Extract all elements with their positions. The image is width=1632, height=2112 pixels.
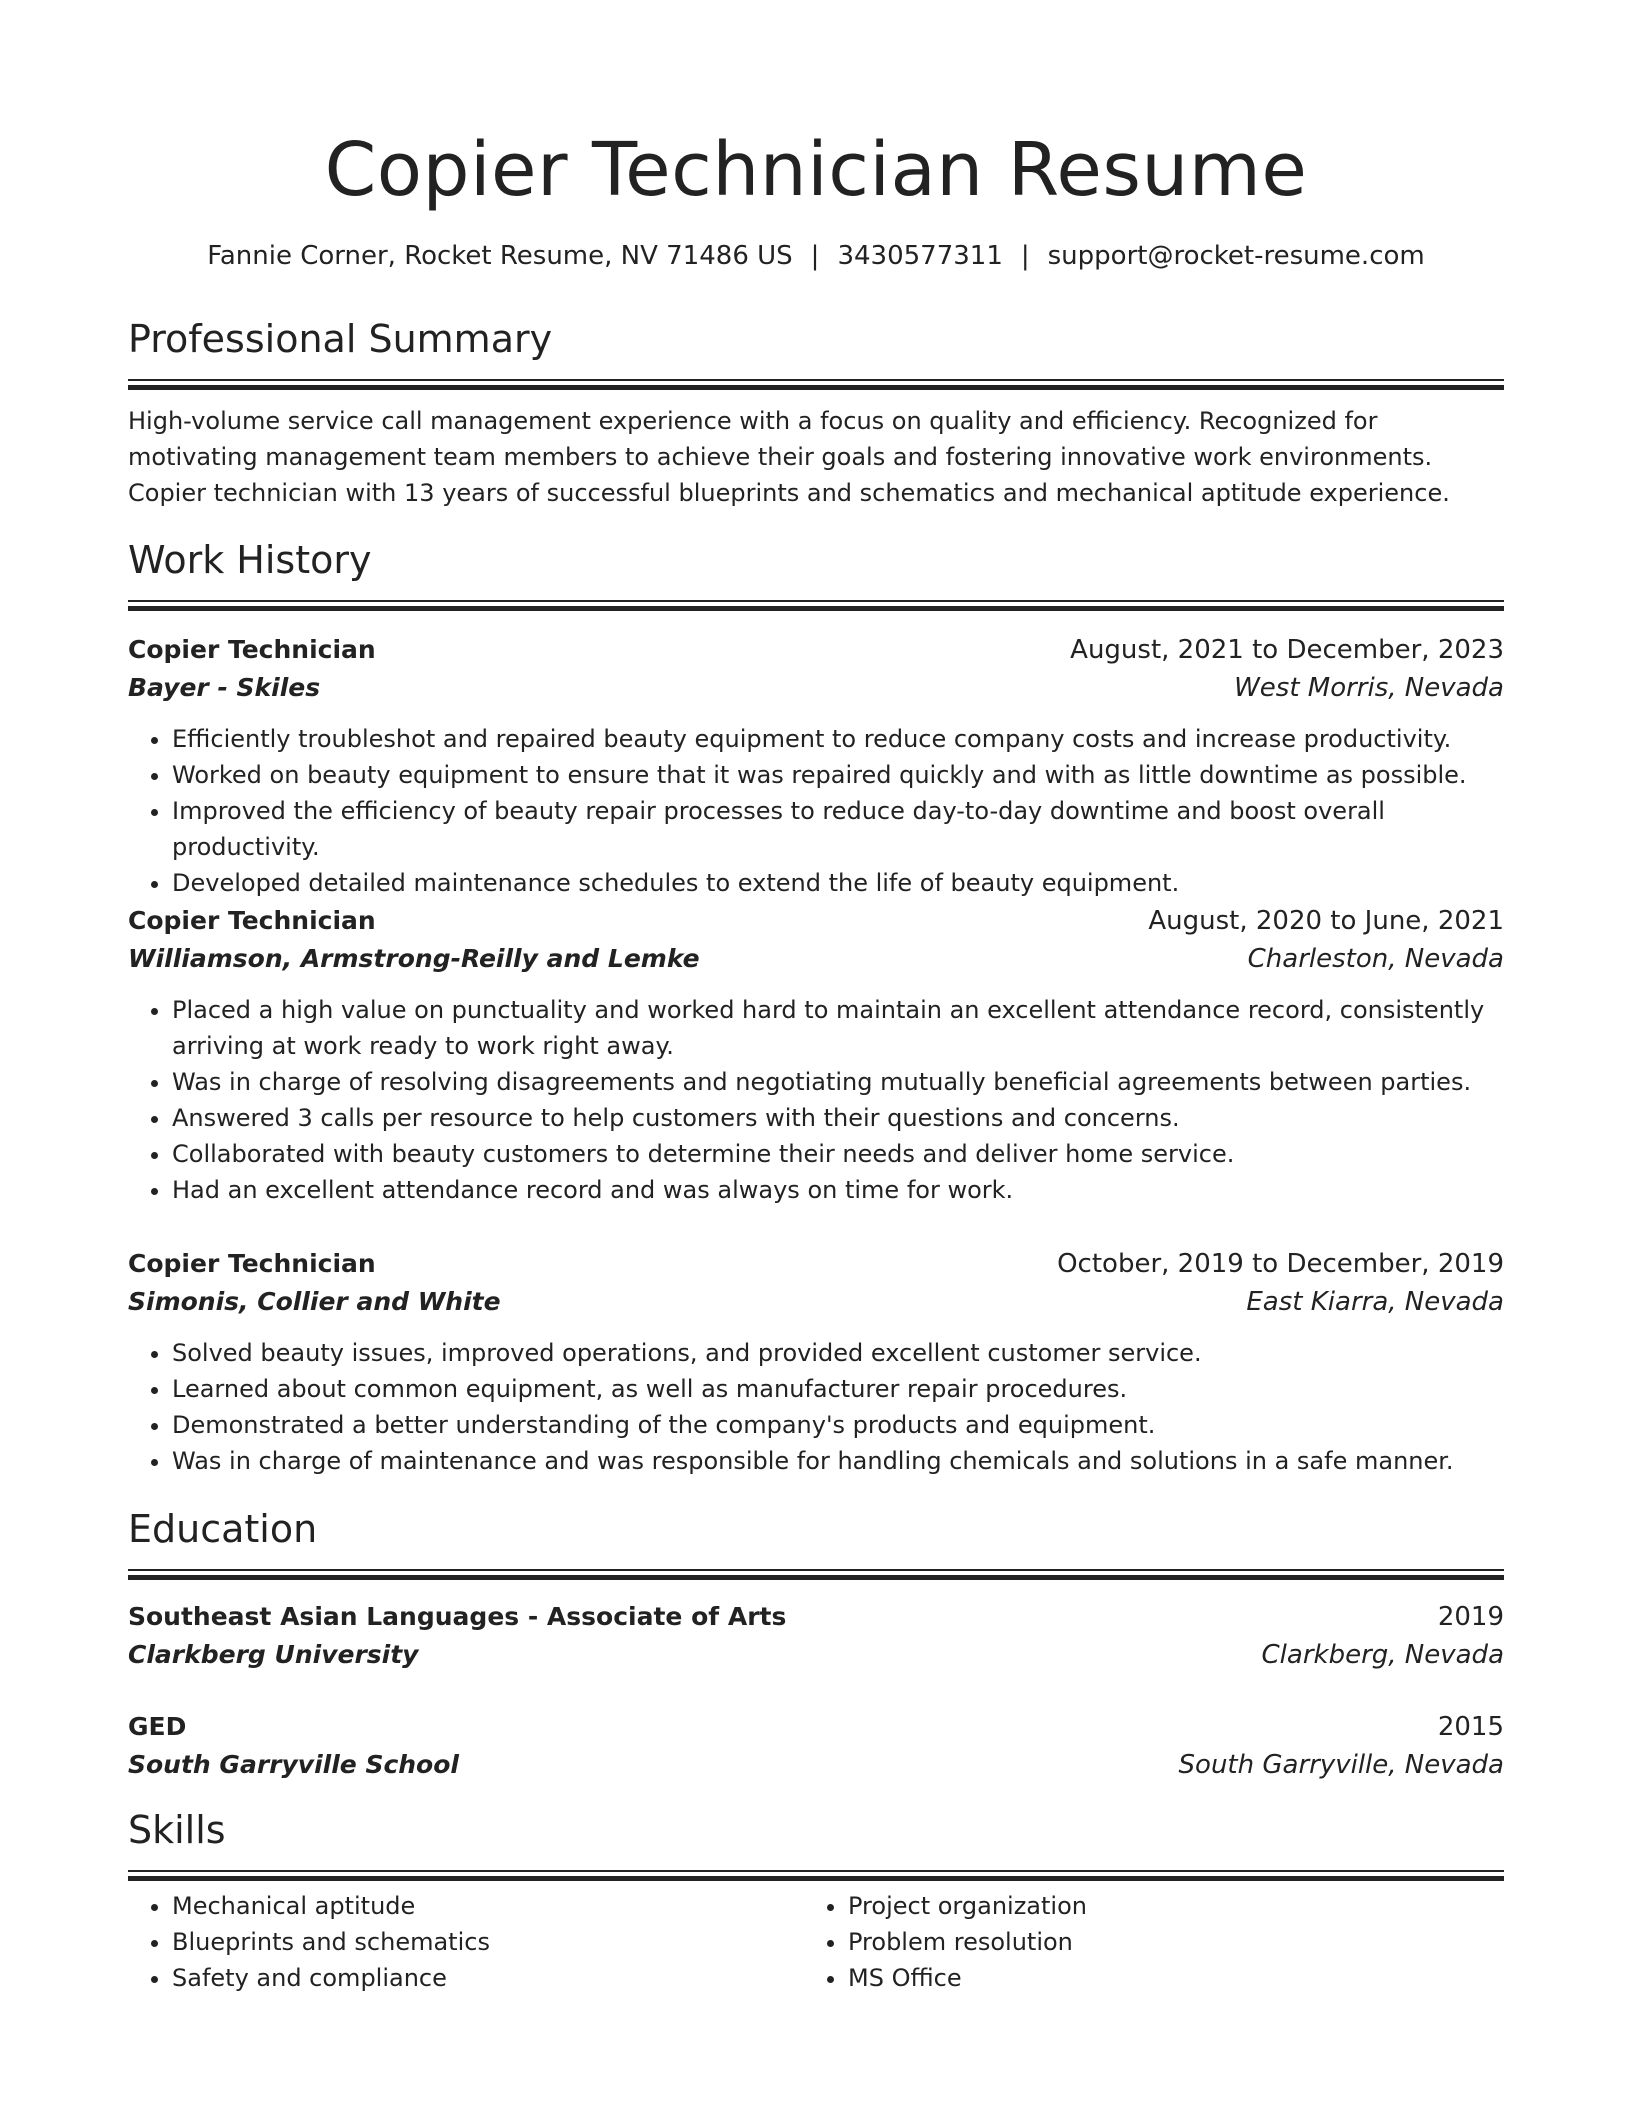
job-dates: October, 2019 to December, 2019	[1057, 1249, 1504, 1279]
skill-item: • MS Office	[848, 1960, 1480, 1996]
summary-text: High-volume service call management experience with a focus on quality and efficiency. Recognized for motivating management team members to achieve their goals and fostering innovative work environments. Copier technician with 13 years of successful blueprints and schematics and mechanical aptitude experience.	[128, 407, 1450, 507]
list-item: • Collaborated with beauty customers to determine their needs and deliver home service.	[172, 1136, 1504, 1172]
education-entry	[128, 1598, 1504, 1674]
list-item: • Efficiently troubleshot and repaired beauty equipment to reduce company costs and increase productivity.	[172, 721, 1504, 757]
school-name: Clarkberg University	[128, 1640, 419, 1669]
school-location: South Garryville, Nevada	[1178, 1750, 1504, 1780]
section-divider	[128, 1870, 1504, 1872]
skills-list-left	[128, 1888, 804, 1996]
summary-section	[128, 311, 1504, 511]
summary-heading: Professional Summary	[128, 317, 553, 361]
section-divider	[128, 600, 1504, 602]
job-location: West Morris, Nevada	[1234, 673, 1504, 703]
list-item: • Placed a high value on punctuality and worked hard to maintain an excellent attendance record, consistently arriving at work ready to work right away.	[172, 992, 1504, 1064]
list-item: • Answered 3 calls per resource to help customers with their questions and concerns.	[172, 1100, 1504, 1136]
list-item: • Developed detailed maintenance schedules to extend the life of beauty equipment.	[172, 865, 1504, 901]
degree: GED	[128, 1712, 187, 1741]
education-heading: Education	[128, 1507, 318, 1551]
job-dates: August, 2021 to December, 2023	[1070, 635, 1504, 665]
job-company: Bayer - Skiles	[128, 673, 321, 702]
job-bullets	[128, 992, 1504, 1208]
job-bullets	[128, 1335, 1504, 1479]
skill-item: • Project organization	[848, 1888, 1480, 1924]
work-history-section	[128, 532, 1504, 602]
list-item: • Was in charge of maintenance and was responsible for handling chemicals and solutions in a safe manner.	[172, 1443, 1504, 1479]
contact-phone: 3430577311	[837, 241, 1003, 271]
skills-section	[128, 1802, 1504, 1996]
skill-item: • Mechanical aptitude	[172, 1888, 804, 1924]
graduation-year: 2015	[1437, 1712, 1504, 1742]
job-entry	[128, 1245, 1504, 1479]
job-title: Copier Technician	[128, 906, 376, 935]
job-entry	[128, 902, 1504, 1208]
skills-heading: Skills	[128, 1808, 226, 1852]
job-company: Simonis, Collier and White	[128, 1287, 501, 1316]
contact-address: Fannie Corner, Rocket Resume, NV 71486 US	[207, 241, 793, 271]
education-entry	[128, 1708, 1504, 1784]
job-bullets	[128, 721, 1504, 901]
job-company: Williamson, Armstrong-Reilly and Lemke	[128, 944, 700, 973]
skills-columns	[128, 1888, 1504, 1996]
list-item: • Improved the efficiency of beauty repair processes to reduce day-to-day downtime and boost overall productivity.	[172, 793, 1504, 865]
job-location: East Kiarra, Nevada	[1246, 1287, 1504, 1317]
degree: Southeast Asian Languages - Associate of Arts	[128, 1602, 787, 1631]
list-item: • Was in charge of resolving disagreements and negotiating mutually beneficial agreements between parties.	[172, 1064, 1504, 1100]
section-divider	[128, 1569, 1504, 1571]
list-item: • Solved beauty issues, improved operations, and provided excellent customer service.	[172, 1335, 1504, 1371]
skills-list-right	[804, 1888, 1480, 1996]
education-section	[128, 1501, 1504, 1571]
skill-item: • Problem resolution	[848, 1924, 1480, 1960]
job-entry	[128, 631, 1504, 901]
school-location: Clarkberg, Nevada	[1261, 1640, 1504, 1670]
skill-item: • Safety and compliance	[172, 1960, 804, 1996]
section-divider	[128, 379, 1504, 381]
job-dates: August, 2020 to June, 2021	[1148, 906, 1504, 936]
contact-email: support@rocket-resume.com	[1047, 241, 1425, 271]
list-item: • Learned about common equipment, as well as manufacturer repair procedures.	[172, 1371, 1504, 1407]
job-title: Copier Technician	[128, 635, 376, 664]
list-item: • Had an excellent attendance record and was always on time for work.	[172, 1172, 1504, 1208]
document-title: Copier Technician Resume	[324, 127, 1308, 213]
school-name: South Garryville School	[128, 1750, 459, 1779]
list-item: • Worked on beauty equipment to ensure that it was repaired quickly and with as little downtime as possible.	[172, 757, 1504, 793]
graduation-year: 2019	[1437, 1602, 1504, 1632]
contact-separator: |	[1020, 241, 1030, 271]
job-location: Charleston, Nevada	[1247, 944, 1504, 974]
contact-separator: |	[810, 241, 820, 271]
contact-line	[128, 236, 1504, 276]
job-title: Copier Technician	[128, 1249, 376, 1278]
work-history-heading: Work History	[128, 538, 372, 582]
list-item: • Demonstrated a better understanding of the company's products and equipment.	[172, 1407, 1504, 1443]
skill-item: • Blueprints and schematics	[172, 1924, 804, 1960]
